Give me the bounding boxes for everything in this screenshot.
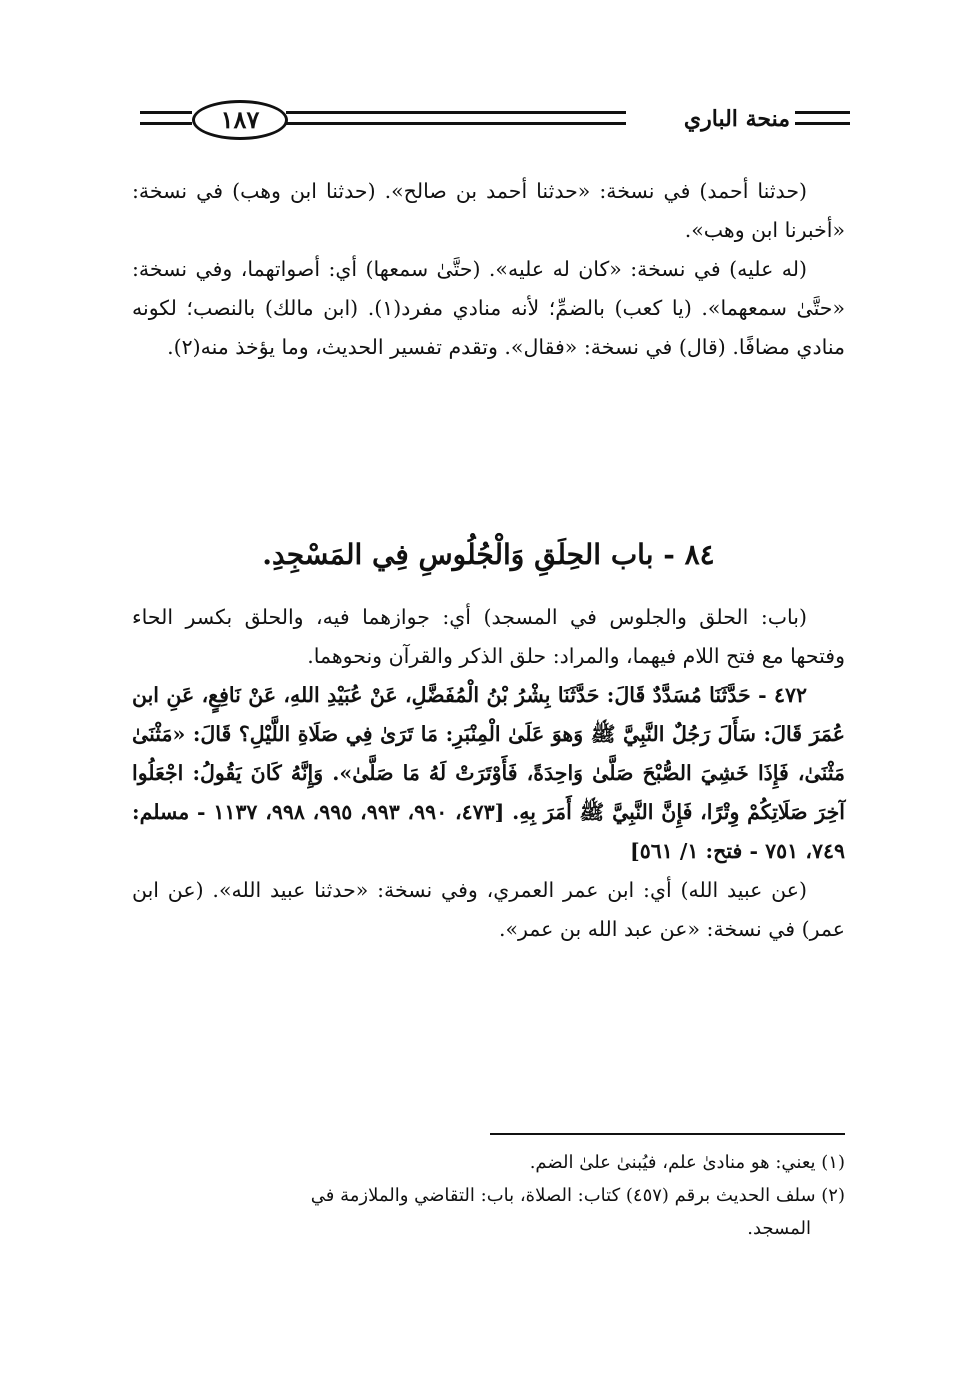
footnotes	[132, 1146, 845, 1245]
book-title: منحة الباري	[683, 106, 790, 132]
hadith-text: ٤٧٢ - حَدَّثَنَا مُسَدَّدٌ قَالَ: حَدَّثَنَا بِشْرُ بْنُ الْمُفَضَّلِ، عَنْ عُبَيْدِ اللهِ، عَنْ نَافِعٍ، عَنِ ابن عُمَرَ قَالَ: سَأَلَ رَجُلٌ النَّبِيَّ ﷺ وَهوَ عَلَىٰ الْمِنْبَرِ: مَا تَرَىٰ فِي صَلَاةِ اللَّيْلِ؟ قَالَ: «مَثْنَىٰ مَثْنَىٰ، فَإِذَا خَشِيَ الصُّبْحَ صَلَّىٰ وَاحِدَةً، فَأَوْتَرَتْ لَهُ مَا صَلَّىٰ». وَإِنَّهُ كَانَ يَقُولُ: اجْعَلُوا آخِرَ صَلَاتِكُمْ وِتْرًا، فَإِنَّ النَّبِيَّ ﷺ أَمَرَ بِهِ. [٤٧٣، ٩٩٠، ٩٩٣، ٩٩٥، ٩٩٨، ١١٣٧ - مسلم: ٧٤٩، ٧٥١ - فتح: ١/ ٥٦١]	[132, 683, 845, 863]
paragraph: (عن عبيد الله) أي: ابن عمر العمري، وفي نسخة: «حدثنا عبيد الله». (عن ابن عمر) في نسخة: «عن عبد الله بن عمر».	[132, 878, 845, 941]
page-header	[140, 96, 850, 148]
header-rule-right-top	[795, 111, 850, 114]
commentary-middle	[132, 598, 845, 949]
header-rule-right-bottom	[795, 122, 850, 125]
footnote: (٢) سلف الحديث برقم (٤٥٧) كتاب: الصلاة، باب: التقاضي والملازمة في	[310, 1185, 845, 1206]
footnote-divider	[490, 1133, 845, 1135]
header-rule-mid-bottom	[286, 122, 626, 125]
footnote: (١) يعني: هو منادىٰ علم، فيُبنىٰ علىٰ الضم.	[529, 1152, 845, 1173]
footnote-continuation: المسجد.	[747, 1218, 811, 1239]
chapter-title: ٨٤ - باب الحِلَقِ وَالْجُلُوسِ فِي المَسْجِدِ.	[262, 538, 715, 571]
page-number: ١٨٧	[192, 100, 288, 140]
header-rule-left-top	[140, 111, 192, 114]
paragraph: (باب: الحلق والجلوس في المسجد) أي: جوازهما فيه، والحلق بكسر الحاء وفتحها مع فتح اللام فيهما، والمراد: حلق الذكر والقرآن ونحوهما.	[132, 605, 845, 668]
paragraph: (له عليه) في نسخة: «كان له عليه». (حتَّىٰ سمعها) أي: أصواتهما، وفي نسخة: «حتَّىٰ سمعهما». (يا كعب) بالضمِّ؛ لأنه منادي مفرد(١). (ابن مالك) بالنصب؛ لكونه منادي مضافًا. (قال) في نسخة: «فقال». وتقدم تفسير الحديث، وما يؤخذ منه(٢).	[132, 257, 845, 359]
header-rule-left-bottom	[140, 122, 192, 125]
paragraph: (حدثنا أحمد) في نسخة: «حدثنا أحمد بن صالح». (حدثنا ابن وهب) في نسخة: «أخبرنا ابن وهب».	[132, 179, 845, 242]
header-rule-mid-top	[286, 111, 626, 114]
commentary-top	[132, 172, 845, 367]
